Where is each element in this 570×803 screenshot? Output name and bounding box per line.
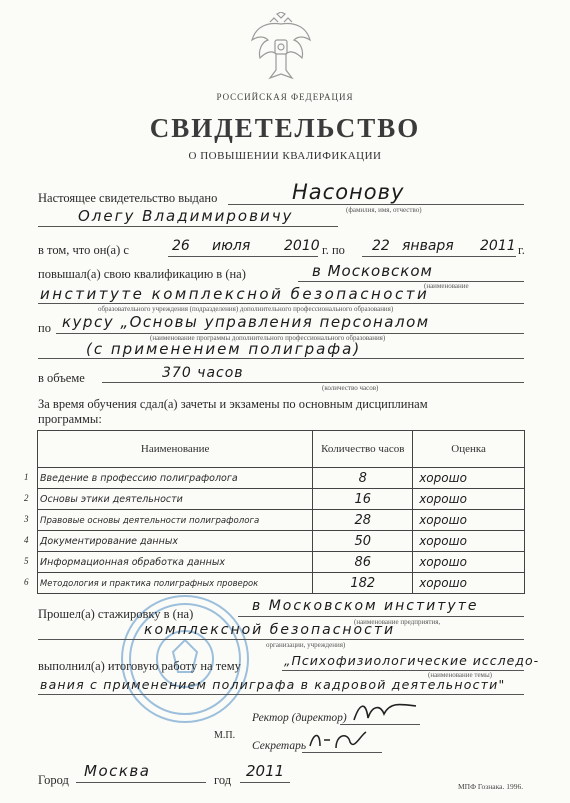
qualification-hint-top: (наименование [424, 282, 469, 290]
year-value: 2011 [246, 762, 285, 780]
stamp-place-label: М.П. [214, 730, 236, 741]
period-label-start: в том, что он(а) с [38, 243, 129, 257]
recipient-name: Олегу Владимировичу [78, 207, 294, 225]
row-number: 6 [24, 577, 29, 587]
internship-hint-1: (наименование предприятия, [354, 618, 441, 626]
thesis-hint: (наименование темы) [428, 671, 493, 679]
row-hours: 182 [313, 573, 413, 594]
period-label-g2: г. [518, 243, 525, 257]
header-grade: Оценка [413, 431, 525, 468]
table-header-row [38, 431, 525, 468]
qualification-place-1: в Московском [312, 262, 433, 280]
row-grade: хорошо [413, 531, 525, 552]
disciplines-table [24, 430, 525, 594]
volume-hint: (количество часов) [322, 384, 379, 392]
city-value: Москва [84, 762, 151, 780]
printer-mark: МПФ Гознака. 1996. [458, 782, 524, 791]
internship-hint-2: организации, учреждения) [266, 641, 346, 649]
exams-text-2: программы: [38, 412, 102, 426]
row-grade: хорошо [413, 573, 525, 594]
row-number: 1 [24, 472, 29, 482]
row-hours: 16 [313, 489, 413, 510]
table-row [38, 552, 525, 573]
secretary-signature [306, 726, 376, 759]
row-grade: хорошо [413, 489, 525, 510]
table-row [38, 489, 525, 510]
header-hours: Количество часов [313, 431, 413, 468]
row-discipline: Основы этики деятельности [40, 494, 183, 505]
period-label-g1: г. по [322, 243, 345, 257]
row-discipline: Документирование данных [40, 536, 178, 547]
document-title: СВИДЕТЕЛЬСТВО [149, 113, 421, 143]
volume-label: в объеме [38, 371, 85, 385]
qualification-label: повышал(а) свою квалификацию в (на) [38, 267, 246, 281]
issued-label: Настоящее свидетельство выдано [38, 191, 218, 205]
row-hours: 28 [313, 510, 413, 531]
thesis-label: выполнил(а) итоговую работу на тему [38, 659, 241, 673]
internship-line-2: комплексной безопасности [144, 622, 396, 638]
period-year-from: 2010 [284, 238, 320, 254]
table-row [38, 468, 525, 489]
volume-value: 370 часов [162, 365, 244, 381]
secretary-label: Секретарь [252, 740, 307, 752]
row-discipline: Методология и практика полиграфных проверок [40, 578, 259, 588]
period-month-from: июля [212, 238, 251, 254]
row-discipline: Правовые основы деятельности полиграфолога [40, 516, 260, 526]
recipient-surname: Насонову [292, 180, 405, 204]
row-discipline: Введение в профессию полиграфолога [40, 473, 238, 484]
document-subtitle: О ПОВЫШЕНИИ КВАЛИФИКАЦИИ [188, 150, 382, 162]
coat-of-arms-emblem [248, 12, 314, 84]
qualification-hint-bottom: образовательного учреждения (подразделения) дополнительного профессионального образования) [98, 305, 394, 313]
row-number: 5 [24, 556, 29, 566]
program-hint: (наименование программы дополнительного профессионального образования) [150, 334, 386, 342]
internship-label: Прошел(а) стажировку в (на) [38, 607, 194, 621]
city-label: Город [38, 773, 69, 787]
period-day-to: 22 [372, 238, 390, 254]
row-number: 2 [24, 493, 29, 503]
row-hours: 86 [313, 552, 413, 573]
row-grade: хорошо [413, 468, 525, 489]
year-label: год [214, 773, 232, 787]
row-number: 3 [24, 514, 29, 524]
table-row [38, 510, 525, 531]
country-name: РОССИЙСКАЯ ФЕДЕРАЦИЯ [216, 92, 354, 102]
table-row [38, 573, 525, 594]
table-row [38, 531, 525, 552]
qualification-place-2: институте комплексной безопасности [40, 285, 430, 303]
period-month-to: января [402, 238, 454, 254]
period-year-to: 2011 [480, 238, 516, 254]
program-label: по [38, 321, 51, 335]
row-number: 4 [24, 535, 29, 545]
program-line-1: курсу „Основы управления персоналом [62, 313, 430, 331]
internship-line-1: в Московском институте [252, 598, 479, 614]
fio-hint: (фамилия, имя, отчество) [346, 206, 422, 214]
row-hours: 50 [313, 531, 413, 552]
thesis-line-2: вания с применением полиграфа в кадровой деятельности" [40, 677, 506, 692]
row-discipline: Информационная обработка данных [40, 557, 225, 568]
header-name: Наименование [38, 431, 313, 468]
rector-label: Ректор (директор) [252, 712, 347, 724]
thesis-line-1: „Психофизиологические исследо- [284, 653, 540, 668]
row-hours: 8 [313, 468, 413, 489]
row-grade: хорошо [413, 510, 525, 531]
exams-text-1: За время обучения сдал(а) зачеты и экзамены по основным дисциплинам [38, 397, 428, 411]
row-grade: хорошо [413, 552, 525, 573]
period-day-from: 26 [172, 238, 190, 254]
program-line-2: (с применением полиграфа) [86, 340, 362, 358]
